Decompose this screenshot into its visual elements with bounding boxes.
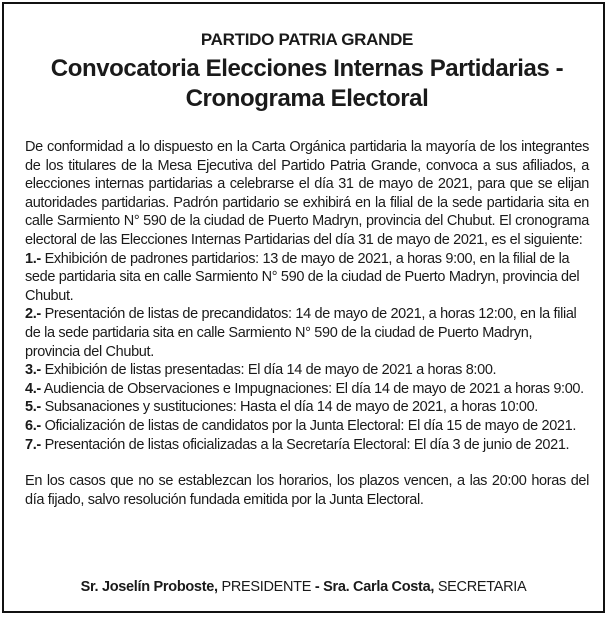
intro-paragraph: De conformidad a lo dispuesto en la Carta Orgánica partidaria la mayoría de los integrantes de los titulares de la Mesa Ejecutiva del Partido Patria Grande, convoca a sus afiliados, a elecciones internas partidarias a celebrarse el día 31 de mayo de 2021, para que se elijan autoridades partidarias. Padrón partidario se exhibirá en la filial de la sede partidaria sita en calle Sarmiento N° 590 de la ciudad de Puerto Madryn, provincia del Chubut. El cronograma electoral de las Elecciones Internas Partidarias del día 31 de mayo de 2021, es el siguiente:	[25, 139, 589, 248]
schedule-item	[25, 417, 589, 436]
schedule-item-number: 7.-	[25, 436, 41, 453]
schedule-item-text: Exhibición de listas presentadas: El día 14 de mayo de 2021 a horas 8:00.	[44, 362, 497, 379]
title-line-2: Cronograma Electoral	[185, 85, 429, 112]
president-name: Sr. Joselín Proboste,	[80, 579, 218, 595]
schedule-item-text: Presentación de listas de precandidatos: 14 de mayo de 2021, a horas 12:00, en la filial de la sede partidaria sita en calle Sarmiento N° 590 de la ciudad de Puerto Madryn, provincia del Chubut.	[25, 306, 577, 360]
notice-body	[25, 138, 589, 509]
schedule-item-text: Audiencia de Observaciones e Impugnaciones: El día 14 de mayo de 2021 a horas 9:00.	[43, 380, 584, 397]
notice-title	[25, 54, 589, 114]
schedule-item-number: 1.-	[25, 250, 41, 267]
schedule-item-text: Presentación de listas oficializadas a la Secretaría Electoral: El día 3 de junio de 2021.	[44, 436, 570, 453]
schedule-item-number: 3.-	[25, 362, 41, 379]
schedule-item-text: Exhibición de padrones partidarios: 13 de mayo de 2021, a horas 9:00, en la filial de la sede partidaria sita en calle Sarmiento N° 590 de la ciudad de Puerto Madryn, provincia del Chubut.	[25, 250, 580, 304]
organization-name: PARTIDO PATRIA GRANDE	[200, 30, 414, 49]
schedule-item	[25, 398, 589, 417]
schedule-item	[25, 436, 589, 455]
schedule-list	[25, 250, 589, 455]
schedule-item-number: 4.-	[25, 380, 41, 397]
signature-separator: -	[314, 579, 320, 595]
president-role: PRESIDENTE	[221, 579, 312, 595]
schedule-item-text: Subsanaciones y sustituciones: Hasta el día 14 de mayo de 2021, a horas 10:00.	[44, 399, 538, 416]
schedule-item	[25, 305, 589, 361]
closing-paragraph: En los casos que no se establezcan los horarios, los plazos vencen, a las 20:00 horas del día fijado, salvo resolución fundada emitida por la Junta Electoral.	[25, 473, 589, 508]
secretary-name: Sra. Carla Costa,	[323, 579, 435, 595]
schedule-item	[25, 361, 589, 380]
schedule-item-number: 6.-	[25, 417, 41, 434]
secretary-role: SECRETARIA	[437, 579, 527, 595]
schedule-item	[25, 380, 589, 399]
schedule-item-number: 2.-	[25, 306, 41, 323]
schedule-item-text: Oficialización de listas de candidatos por la Junta Electoral: El día 15 de mayo de 2021.	[44, 417, 577, 434]
schedule-item-number: 5.-	[25, 399, 41, 416]
title-line-1: Convocatoria Elecciones Internas Partidarias -	[50, 55, 564, 82]
legal-notice	[2, 2, 605, 613]
schedule-item	[25, 250, 589, 306]
signature-line	[4, 579, 603, 595]
